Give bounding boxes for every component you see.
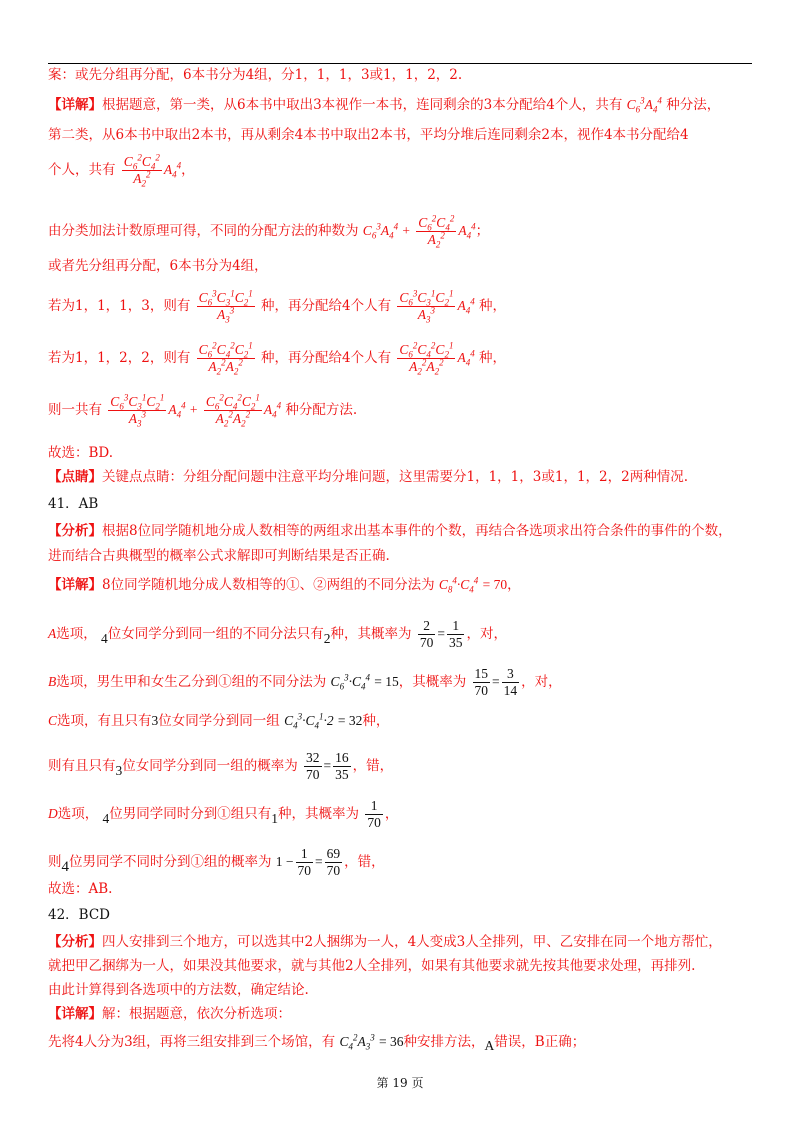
fraction-case1: $\frac{C_6^3C_3^1C_2^1}{A_3^3}$: [198, 288, 253, 325]
optC-1: 选项，有且只有: [57, 713, 152, 729]
p41-optD-line2: [48, 846, 385, 879]
p41-analysis-2: 进而结合古典概型的概率公式求解即可判断结果是否正确.: [48, 548, 390, 564]
p41-number-text: 41．AB: [48, 496, 99, 512]
p40-sum-text: 由分类加法计数原理可得，不同的分配方法的种数为: [48, 223, 359, 239]
optB-1: 选项，男生甲和女生乙分到①组的不同分法为: [56, 674, 327, 690]
fraction-1-35: [447, 618, 465, 651]
optA-n2: 2: [323, 631, 331, 646]
frac-den: 70: [474, 683, 489, 698]
optC-line2-n: 3: [115, 763, 123, 778]
frac-den: 70: [306, 767, 320, 782]
p40-case2-b: 种，再分配给4个人有: [261, 350, 392, 366]
eq-15: = 15: [374, 674, 399, 689]
p41-optA: [48, 618, 507, 651]
fraction-case2: $\frac{C_6^2C_4^2C_2^1}{A_2^2A_2^2}$: [198, 340, 253, 377]
frac-num: 69: [326, 846, 341, 861]
p42-analysis-1: 四人安排到三个地方，可以选其中2人捆绑为一人，4人变成3人全排列，甲、乙安排在同一个地方帮忙，: [102, 934, 722, 950]
optD-4: ，: [384, 806, 399, 822]
optA-4: ，对，: [466, 626, 507, 642]
optB-letter: B: [48, 674, 57, 689]
comment-tag: 【点睛】: [48, 469, 102, 485]
frac-den: 35: [448, 635, 463, 650]
frac-num: 1: [296, 846, 314, 863]
p41-analysis-line2: [48, 547, 390, 565]
p42-analysis-line2: [48, 957, 695, 975]
p42-analysis-3: 由此计算得到各选项中的方法数，确定结论.: [48, 982, 309, 998]
analysis-tag: 【分析】: [48, 934, 102, 950]
optD-n2: 1: [271, 811, 279, 826]
fraction-69-70: [325, 846, 343, 879]
p42-last-b: 种安排方法，: [403, 1034, 485, 1050]
p40-alt-text: 或者先分组再分配，6本书分为4组，: [48, 258, 268, 274]
eq: =: [323, 758, 332, 773]
p41-number: [48, 495, 98, 513]
frac-num: 15: [474, 666, 489, 681]
frac-den: 70: [367, 815, 381, 830]
p40-sum-line: 由分类加法计数原理可得，不同的分配方法的种数为 $C_6^3A_4^4$ + $\frac{C_6^2C_4^2}{A_2^2}$ $A_4^4$；: [48, 213, 490, 250]
frac-num: 16: [335, 750, 349, 765]
fraction-1-70: [365, 798, 383, 831]
continued-text: 案：或先分组再分配，6本书分为4组，分1，1，1，3或1，1，2，2.: [48, 67, 463, 83]
p41-optC-line2: [48, 750, 393, 783]
fraction-1-70b: [296, 846, 314, 879]
p40-answer-text: 故选：BD.: [48, 445, 114, 461]
p40-total-a: 则一共有: [48, 402, 102, 418]
p40-detail-text2: 第二类，从6本书中取出2本书，再从剩余4本书中取出2本书，平均分堆后连同剩余2本，视作4本书分配给4: [48, 127, 689, 143]
eq: =: [315, 854, 323, 869]
detail-tag: 【详解】: [48, 577, 102, 593]
p40-detail-text3: 个人，共有: [48, 162, 116, 178]
p40-alt-line: [48, 257, 268, 275]
optA-n1: 4: [101, 631, 108, 646]
optC-line2-b: 位女同学分到同一组的概率为: [122, 758, 298, 774]
frac-num: 3: [502, 666, 520, 683]
optC-line2-a: 则有且只有: [48, 758, 116, 774]
p40-case1-b: 种，再分配给4个人有: [261, 298, 392, 314]
fraction-2-70: [418, 618, 436, 651]
p41-detail-line: 【详解】8位同学随机地分成人数相等的①、②两组的不同分法为 $C_8^4\cdot C_4^4 = 70$，: [48, 575, 521, 595]
optC-line2-c: ，错，: [352, 758, 394, 774]
optD-1: 选项，: [57, 806, 99, 822]
fraction-15-70: [473, 666, 491, 699]
optA-1: 选项，: [56, 626, 97, 642]
p42-detail-text: 解：根据题意，依次分析选项：: [102, 1006, 291, 1022]
continued-answer-line: [48, 66, 462, 84]
p40-case2-line: 若为1，1，2，2，则有 $\frac{C_6^2C_4^2C_2^1}{A_2^2A_2^2}$ 种，再分配给4个人有 $\frac{C_6^2C_4^2C_2^1}{A_2^2A_2^2}$ $A_4^4$ 种，: [48, 340, 506, 377]
optC-3: 种，: [362, 713, 390, 729]
p41-answer-text: 故选：AB.: [48, 881, 113, 897]
p40-case2-c: 种，: [478, 350, 506, 366]
fraction-total-2: $\frac{C_6^2C_4^2C_2^1}{A_2^2A_2^2}$: [205, 392, 260, 429]
p40-detail-line1: [48, 96, 720, 114]
p40-case1-a: 若为1，1，1，3，则有: [48, 298, 191, 314]
p40-comment-text: 关键点点睛：分组分配问题中注意平均分堆问题，这里需要分1，1，1，3或1，1，2，2两种情况.: [102, 469, 689, 485]
fraction-32-70: [304, 750, 322, 783]
formula-c63-a44: $C_6^3A_4^4$: [626, 95, 662, 115]
p40-detail-line3: 个人，共有 $\frac{C_6^2C_4^2}{A_2^2}$ $A_4^4$，: [48, 152, 195, 189]
optD-letter: D: [48, 806, 58, 821]
fraction-c62c42-a22: $\frac{C_6^2C_4^2}{A_2^2}$: [123, 152, 160, 189]
p42-analysis-line3: [48, 981, 309, 999]
fraction-sum: $\frac{C_6^2C_4^2}{A_2^2}$: [418, 213, 455, 250]
optA-3: 种，其概率为: [330, 626, 412, 642]
detail-tag: 【详解】: [48, 1006, 102, 1022]
p40-total-b: 种分配方法.: [285, 402, 358, 418]
optD-n1: 4: [102, 811, 110, 826]
p41-optB: B选项，男生甲和女生乙分到①组的不同分法为 $C_6^3\cdot C_4^4 = 15$，其概率为 $\frac{15}{70}$ = $\frac{3}{14}$ ，对，: [48, 666, 562, 698]
p42-analysis-line1: [48, 933, 722, 951]
optC-letter: C: [48, 713, 58, 728]
fraction-case2-dist: $\frac{C_6^2C_4^2C_2^1}{A_2^2A_2^2}$: [399, 340, 454, 377]
p40-case2-a: 若为1，1，2，2，则有: [48, 350, 191, 366]
p41-optC: C选项，有且只有3位女同学分到同一组 $C_4^3\cdot C_4^1\cdot 2 = 32$种，: [48, 711, 390, 731]
frac-den: 70: [419, 635, 434, 650]
p42-last-line: 先将4人分为3组，再将三组安排到三个场馆，有 $C_4^2A_3^3 = 36$种安排方法，A错误，B正确；: [48, 1032, 586, 1053]
optD-line2-c: ，错，: [344, 854, 385, 870]
p42-number: [48, 906, 110, 924]
optD-line2-n: 4: [61, 859, 69, 875]
optC-n: 3: [151, 713, 159, 728]
frac-den: 14: [503, 683, 518, 698]
frac-den: 70: [297, 863, 312, 878]
eq-36: = 36: [379, 1034, 404, 1049]
optD-line2-a: 则: [48, 854, 62, 870]
eq: =: [437, 626, 445, 641]
frac-num: 1: [447, 618, 465, 635]
eq: =: [492, 674, 500, 689]
p40-detail-text1: 根据题意，第一类，从6本书中取出3本视作一本书，连同剩余的3本分配给4个人，共有: [102, 97, 623, 113]
p42-number-text: 42．BCD: [48, 907, 111, 923]
optB-3: ，对，: [521, 674, 562, 690]
optD-3: 种，其概率为: [278, 806, 360, 822]
optB-2: ，其概率为: [398, 674, 467, 690]
p40-comment: [48, 468, 688, 486]
header-rule: [48, 63, 752, 64]
frac-den: 70: [326, 863, 341, 878]
p42-last-a: 先将4人分为3组，再将三组安排到三个场馆，有: [48, 1034, 336, 1050]
one-minus: 1 −: [275, 854, 294, 869]
p40-detail-line2: [48, 126, 689, 144]
p40-total-line: 则一共有 $\frac{C_6^3C_3^1C_2^1}{A_3^3}$ $A_4^4$ + $\frac{C_6^2C_4^2C_2^1}{A_2^2A_2^2}$ $A_4^4$ 种分配方法.: [48, 392, 358, 429]
detail-tag: 【详解】: [48, 97, 102, 113]
p40-case1-line: 若为1，1，1，3，则有 $\frac{C_6^3C_3^1C_2^1}{A_3^3}$ 种，再分配给4个人有 $\frac{C_6^3C_3^1C_2^1}{A_3^3}$ $A_4^4$ 种，: [48, 288, 506, 325]
p41-analysis-line1: [48, 522, 732, 540]
fraction-case1-dist: $\frac{C_6^3C_3^1C_2^1}{A_3^3}$: [399, 288, 454, 325]
frac-num: 2: [418, 618, 436, 635]
frac-num: 32: [306, 750, 320, 765]
optD-line2-b: 位男同学不同时分到①组的概率为: [69, 854, 272, 870]
frac-num: 1: [365, 798, 383, 815]
fraction-16-35: [333, 750, 351, 783]
frac-den: 35: [335, 767, 349, 782]
p42-detail-line: [48, 1005, 291, 1023]
p41-detail-text: 8位同学随机地分成人数相等的①、②两组的不同分法为: [102, 577, 435, 593]
p42-analysis-2: 就把甲乙捆绑为一人，如果没其他要求，就与其他2人全排列，如果有其他要求就先按其他要求处理，再排列.: [48, 958, 696, 974]
p41-answer: [48, 880, 112, 898]
optA-letter: A: [48, 626, 57, 641]
optD-2: 位男同学同时分到①组只有: [109, 806, 272, 822]
fraction-total-1: $\frac{C_6^3C_3^1C_2^1}{A_3^3}$: [110, 392, 165, 429]
p42-last-c: A: [484, 1038, 495, 1053]
p40-detail-text1-end: 种分法，: [666, 97, 721, 113]
eq-32: = 32: [337, 713, 363, 728]
page-number: 第 19 页: [376, 1076, 424, 1090]
p40-case1-c: 种，: [478, 298, 506, 314]
optA-2: 位女同学分到同一组的不同分法只有: [107, 626, 324, 642]
fraction-3-14: [502, 666, 520, 699]
p40-answer: [48, 444, 113, 462]
p42-last-d: 错误，B正确；: [494, 1034, 586, 1050]
p41-analysis-1: 根据8位同学随机地分成人数相等的两组求出基本事件的个数，再结合各选项求出符合条件的事件的个数，: [102, 523, 732, 539]
eq-70: = 70: [482, 577, 508, 592]
analysis-tag: 【分析】: [48, 523, 102, 539]
optC-2: 位女同学分到同一组: [158, 713, 280, 729]
p41-optD: [48, 798, 398, 831]
